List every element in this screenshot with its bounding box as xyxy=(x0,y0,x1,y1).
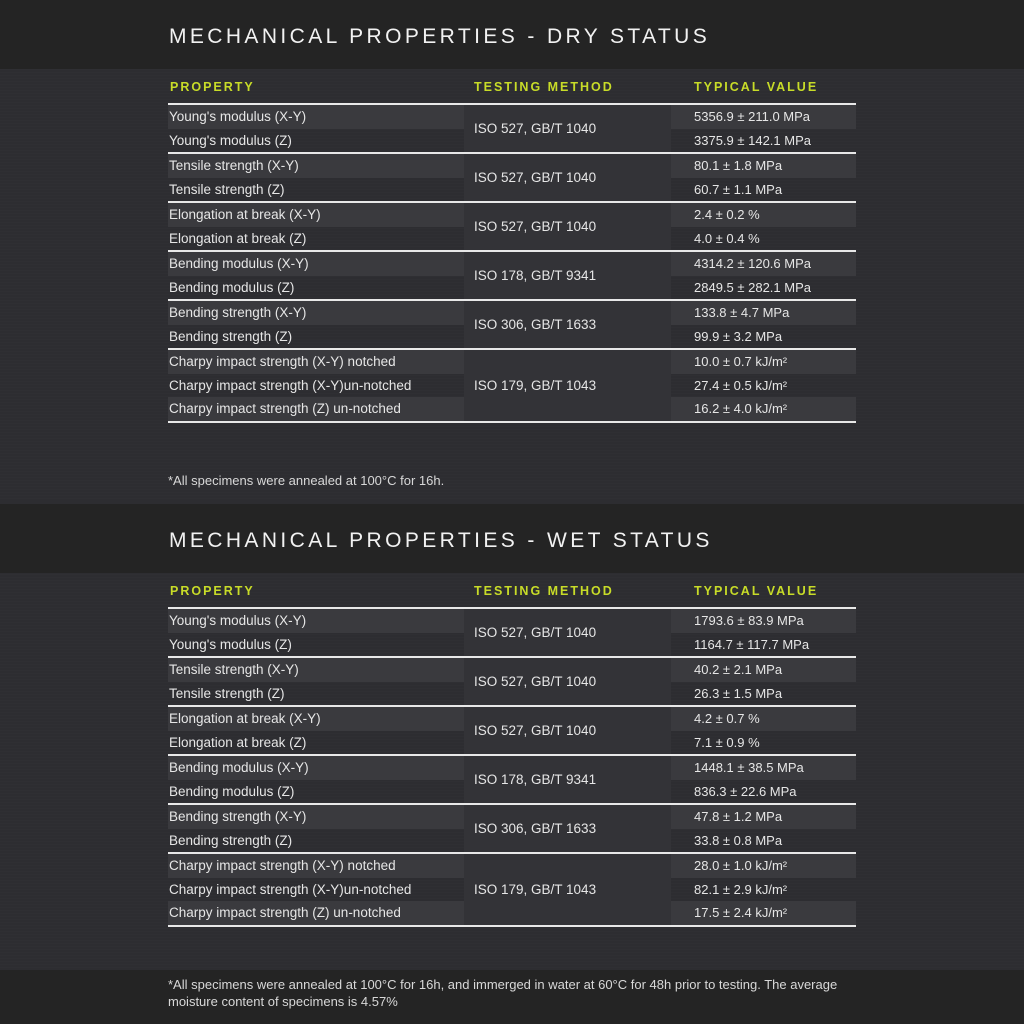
value-cell: 1448.1 ± 38.5 MPa xyxy=(671,756,856,780)
header-typical-value: TYPICAL VALUE xyxy=(694,80,819,94)
value-cell: 28.0 ± 1.0 kJ/m² xyxy=(671,854,856,878)
dry-footnote: *All specimens were annealed at 100°C for 16h. xyxy=(168,473,445,488)
property-group xyxy=(168,105,856,154)
property-cell: Tensile strength (X-Y) xyxy=(168,154,464,178)
property-cell: Charpy impact strength (X-Y) notched xyxy=(168,350,464,374)
value-cell: 16.2 ± 4.0 kJ/m² xyxy=(671,397,856,421)
property-cell: Bending modulus (Z) xyxy=(169,783,295,799)
testing-method-cell: ISO 179, GB/T 1043 xyxy=(464,350,671,421)
value-cell: 80.1 ± 1.8 MPa xyxy=(671,154,856,178)
wet-table-area xyxy=(0,573,1024,971)
property-cell: Charpy impact strength (Z) un-notched xyxy=(168,397,464,421)
testing-method-cell: ISO 306, GB/T 1633 xyxy=(464,301,671,348)
property-group xyxy=(168,154,856,203)
value-cell: 1793.6 ± 83.9 MPa xyxy=(671,609,856,633)
value-cell: 5356.9 ± 211.0 MPa xyxy=(671,105,856,129)
value-cell: 133.8 ± 4.7 MPa xyxy=(671,301,856,325)
value-cell: 26.3 ± 1.5 MPa xyxy=(694,685,783,701)
property-cell: Tensile strength (X-Y) xyxy=(168,658,464,682)
dry-table xyxy=(168,69,856,423)
property-cell: Charpy impact strength (X-Y) notched xyxy=(168,854,464,878)
value-cell: 33.8 ± 0.8 MPa xyxy=(694,832,783,848)
dry-section-title: MECHANICAL PROPERTIES - DRY STATUS xyxy=(169,24,711,48)
value-cell: 17.5 ± 2.4 kJ/m² xyxy=(671,901,856,925)
testing-method-cell: ISO 527, GB/T 1040 xyxy=(464,154,671,201)
testing-method-cell: ISO 178, GB/T 9341 xyxy=(464,756,671,803)
property-group xyxy=(168,707,856,756)
value-cell: 4.0 ± 0.4 % xyxy=(694,230,760,246)
property-cell: Tensile strength (Z) xyxy=(169,181,285,197)
value-cell: 836.3 ± 22.6 MPa xyxy=(694,783,797,799)
dry-header-band xyxy=(0,0,1024,69)
property-group xyxy=(168,609,856,658)
value-cell: 2.4 ± 0.2 % xyxy=(671,203,856,227)
property-group xyxy=(168,252,856,301)
property-cell: Bending strength (X-Y) xyxy=(168,805,464,829)
testing-method-cell: ISO 527, GB/T 1040 xyxy=(464,105,671,152)
testing-method-cell: ISO 527, GB/T 1040 xyxy=(464,609,671,656)
property-cell: Bending modulus (Z) xyxy=(169,279,295,295)
wet-header-band xyxy=(0,504,1024,573)
wet-section-title: MECHANICAL PROPERTIES - WET STATUS xyxy=(169,528,713,552)
value-cell: 27.4 ± 0.5 kJ/m² xyxy=(694,377,788,393)
testing-method-cell: ISO 527, GB/T 1040 xyxy=(464,658,671,705)
property-group xyxy=(168,350,856,423)
dry-table-header xyxy=(168,69,856,105)
testing-method-cell: ISO 179, GB/T 1043 xyxy=(464,854,671,925)
header-typical-value: TYPICAL VALUE xyxy=(694,584,819,598)
value-cell: 40.2 ± 2.1 MPa xyxy=(671,658,856,682)
property-cell: Tensile strength (Z) xyxy=(169,685,285,701)
testing-method-cell: ISO 527, GB/T 1040 xyxy=(464,203,671,250)
value-cell: 60.7 ± 1.1 MPa xyxy=(694,181,783,197)
property-group xyxy=(168,658,856,707)
testing-method-cell: ISO 306, GB/T 1633 xyxy=(464,805,671,852)
property-cell: Elongation at break (Z) xyxy=(169,734,307,750)
property-cell: Young's modulus (Z) xyxy=(169,132,292,148)
value-cell: 1164.7 ± 117.7 MPa xyxy=(694,636,810,652)
property-cell: Young's modulus (X-Y) xyxy=(168,105,464,129)
property-group xyxy=(168,301,856,350)
value-cell: 3375.9 ± 142.1 MPa xyxy=(694,132,811,148)
value-cell: 82.1 ± 2.9 kJ/m² xyxy=(694,881,788,897)
property-cell: Bending modulus (X-Y) xyxy=(168,252,464,276)
property-cell: Bending strength (Z) xyxy=(169,328,293,344)
property-cell: Charpy impact strength (X-Y)un-notched xyxy=(169,881,412,897)
value-cell: 7.1 ± 0.9 % xyxy=(694,734,760,750)
property-cell: Young's modulus (X-Y) xyxy=(168,609,464,633)
dry-table-area xyxy=(0,69,1024,499)
property-cell: Charpy impact strength (X-Y)un-notched xyxy=(169,377,412,393)
property-group xyxy=(168,203,856,252)
testing-method-cell: ISO 178, GB/T 9341 xyxy=(464,252,671,299)
property-cell: Elongation at break (X-Y) xyxy=(168,203,464,227)
property-cell: Young's modulus (Z) xyxy=(169,636,292,652)
value-cell: 99.9 ± 3.2 MPa xyxy=(694,328,783,344)
value-cell: 47.8 ± 1.2 MPa xyxy=(671,805,856,829)
testing-method-cell: ISO 527, GB/T 1040 xyxy=(464,707,671,754)
value-cell: 2849.5 ± 282.1 MPa xyxy=(694,279,811,295)
dry-table-body xyxy=(168,105,856,423)
value-cell: 4314.2 ± 120.6 MPa xyxy=(671,252,856,276)
wet-footnote: *All specimens were annealed at 100°C for 16h, and immerged in water at 60°C for 48h prior to testing. The average moisture content of specimens is 4.57% xyxy=(168,977,838,1009)
property-cell: Elongation at break (Z) xyxy=(169,230,307,246)
value-cell: 10.0 ± 0.7 kJ/m² xyxy=(671,350,856,374)
dry-section xyxy=(0,0,1024,499)
header-testing-method: TESTING METHOD xyxy=(474,584,614,598)
property-group xyxy=(168,854,856,927)
property-group xyxy=(168,805,856,854)
value-cell: 4.2 ± 0.7 % xyxy=(671,707,856,731)
header-property: PROPERTY xyxy=(170,584,255,598)
property-group xyxy=(168,756,856,805)
wet-section xyxy=(0,504,1024,971)
property-cell: Bending modulus (X-Y) xyxy=(168,756,464,780)
property-cell: Bending strength (X-Y) xyxy=(168,301,464,325)
wet-table-body xyxy=(168,609,856,927)
property-cell: Bending strength (Z) xyxy=(169,832,293,848)
header-property: PROPERTY xyxy=(170,80,255,94)
header-testing-method: TESTING METHOD xyxy=(474,80,614,94)
property-cell: Charpy impact strength (Z) un-notched xyxy=(168,901,464,925)
property-cell: Elongation at break (X-Y) xyxy=(168,707,464,731)
wet-table xyxy=(168,573,856,927)
wet-table-header xyxy=(168,573,856,609)
